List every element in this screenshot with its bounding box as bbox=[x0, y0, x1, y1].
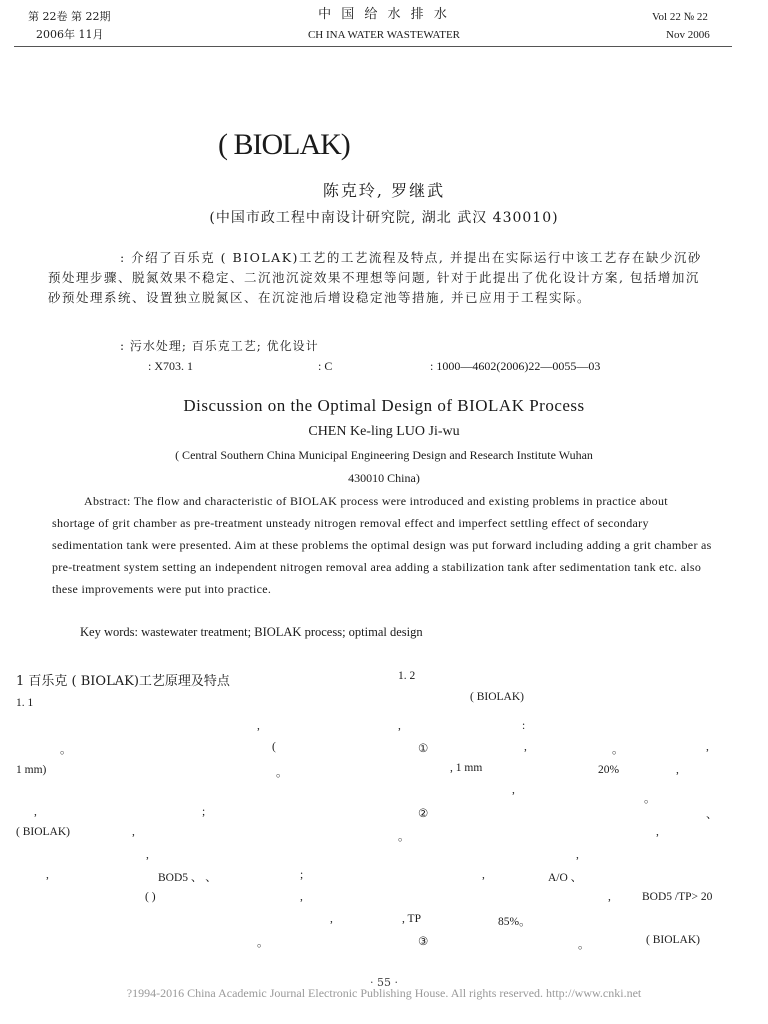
english-affiliation-line2: 430010 China) bbox=[348, 471, 420, 485]
volume-number: Vol 22 № 22 bbox=[652, 11, 708, 23]
text-fragment: ② bbox=[418, 808, 429, 820]
text-fragment: : bbox=[522, 720, 526, 732]
english-title: Discussion on the Optimal Design of BIOLAK Process bbox=[183, 396, 585, 415]
text-fragment: ( BIOLAK) bbox=[646, 934, 700, 946]
text-fragment: , bbox=[676, 764, 679, 776]
text-fragment: ① bbox=[418, 743, 429, 755]
text-fragment: , bbox=[706, 741, 709, 753]
english-keywords: Key words: wastewater treatment; BIOLAK process; optimal design bbox=[80, 625, 423, 639]
text-fragment: BOD5 /TP> 20 bbox=[642, 891, 713, 903]
text-fragment: ( BIOLAK) bbox=[470, 691, 524, 703]
article-id: : 1000—4602(2006)22—0055—03 bbox=[430, 359, 601, 373]
text-fragment: , bbox=[608, 891, 611, 903]
text-fragment: ( ) bbox=[145, 891, 156, 903]
text-fragment: , bbox=[257, 720, 260, 732]
english-affiliation-line1: ( Central Southern China Municipal Engineering Design and Research Institute Wuhan bbox=[175, 448, 593, 462]
page-number: · 55 · bbox=[370, 976, 398, 989]
article-title: ( BIOLAK) bbox=[218, 128, 350, 161]
english-authors: CHEN Ke-ling LUO Ji-wu bbox=[308, 424, 460, 439]
text-fragment: BOD5 、 、 bbox=[158, 872, 217, 884]
text-fragment: , bbox=[46, 869, 49, 881]
text-fragment: ( bbox=[272, 741, 276, 753]
text-fragment: 。 bbox=[276, 767, 288, 779]
text-fragment: 、 bbox=[706, 809, 718, 821]
text-fragment: , bbox=[300, 891, 303, 903]
journal-date: 2006年 11月 bbox=[36, 28, 104, 41]
text-fragment: ( BIOLAK) bbox=[16, 826, 70, 838]
text-fragment: 1 mm) bbox=[16, 764, 47, 776]
text-fragment: ③ bbox=[418, 936, 429, 948]
volume-date: Nov 2006 bbox=[666, 29, 710, 41]
header-rule bbox=[14, 46, 732, 47]
clc-number: : X703. 1 bbox=[148, 359, 193, 373]
affiliation: (中国市政工程中南设计研究院, 湖北 武汉 430010) bbox=[209, 210, 559, 226]
document-code: : C bbox=[318, 359, 333, 373]
text-fragment: A/O 、 bbox=[548, 872, 583, 884]
text-fragment: 。 bbox=[644, 793, 656, 805]
authors: 陈克玲, 罗继武 bbox=[322, 181, 446, 200]
section-1-2-heading: 1. 2 bbox=[398, 670, 416, 682]
text-fragment: , bbox=[146, 849, 149, 861]
text-fragment: , bbox=[34, 806, 37, 818]
text-fragment: , bbox=[656, 826, 659, 838]
copyright-footer: ?1994-2016 China Academic Journal Electronic Publishing House. All rights reserved. http://www.cnki.net bbox=[126, 986, 642, 1000]
text-fragment: , bbox=[398, 720, 401, 732]
section-1-heading: 1 百乐克 ( BIOLAK)工艺原理及特点 bbox=[16, 674, 230, 689]
text-fragment: , bbox=[482, 869, 485, 881]
english-abstract: Abstract: The flow and characteristic of BIOLAK process were introduced and existing problems in practice about shortage of grit chamber as pre-treatment unsteady nitrogen removal effect and imperfect settling effect of secondary sedimentation tank were presented. Aim at these problems the optimal design was put forward including adding a grit chamber as pre-treatment system setting an independent nitrogen removal area adding a stabilization tank after sedimentation tank etc. also these improvements were put into practice. bbox=[52, 494, 712, 596]
keywords-cn: : 污水处理; 百乐克工艺; 优化设计 bbox=[120, 339, 319, 353]
text-fragment: 85%。 bbox=[498, 916, 531, 928]
journal-name-cn: 中 国 给 水 排 水 bbox=[318, 7, 450, 22]
abstract-cn: : 介绍了百乐克 ( BIOLAK)工艺的工艺流程及特点, 并提出在实际运行中该工艺存在缺少沉砂预处理步骤、脱氮效果不稳定、二沉池沉淀效果不理想等问题, 针对于此提出了优化设计方案, 包括增加沉砂预处理系统、设置独立脱氮区、在沉淀池后增设稳定池等措施, 并已应用于工程实际。 bbox=[48, 250, 702, 305]
text-fragment: , bbox=[576, 849, 579, 861]
section-1-1-heading: 1. 1 bbox=[16, 697, 34, 709]
text-fragment: ; bbox=[300, 869, 304, 881]
text-fragment: 。 bbox=[578, 939, 590, 951]
text-fragment: 20% bbox=[598, 764, 620, 776]
journal-name-en: CH INA WATER WASTEWATER bbox=[307, 29, 461, 41]
text-fragment: , bbox=[512, 784, 515, 796]
journal-issue: 第 22卷 第 22期 bbox=[28, 10, 111, 23]
text-fragment: , 1 mm bbox=[450, 762, 483, 774]
text-fragment: , TP bbox=[402, 913, 421, 925]
text-fragment: ; bbox=[202, 806, 206, 818]
text-fragment: , bbox=[524, 741, 527, 753]
text-fragment: 。 bbox=[257, 937, 269, 949]
text-fragment: , bbox=[132, 826, 135, 838]
text-fragment: 。 bbox=[398, 831, 410, 843]
text-fragment: , bbox=[330, 913, 333, 925]
text-fragment: 。 bbox=[60, 744, 72, 756]
text-fragment: 。 bbox=[612, 744, 624, 756]
